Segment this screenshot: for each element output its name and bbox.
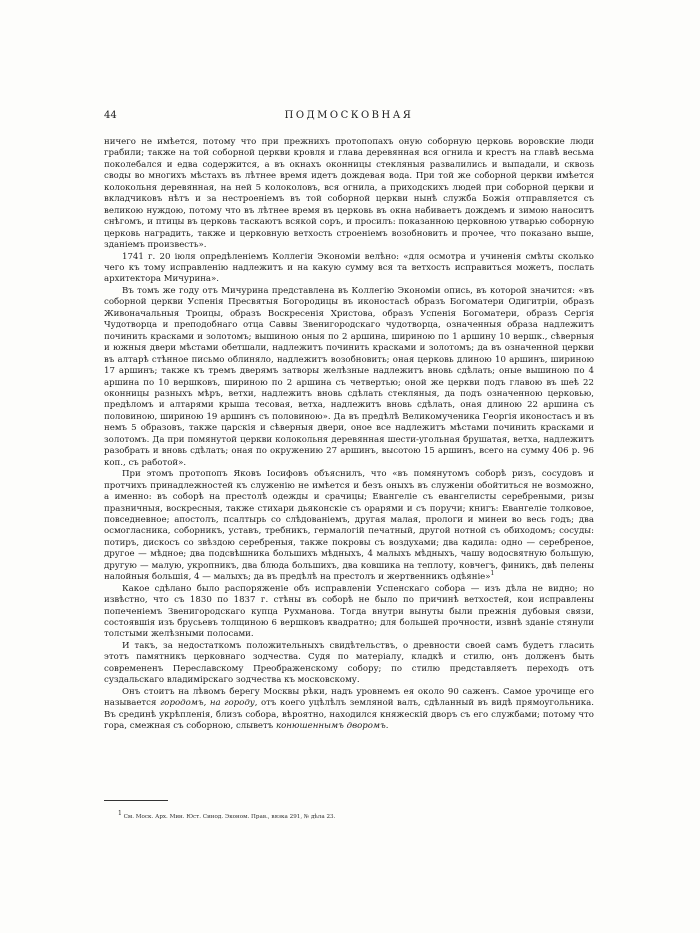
- paragraph: Какое сдѣлано было распоряженіе объ исправленіи Успенскаго собора — изъ дѣла не видно; но извѣстно, что съ 1830 по 1837 г. стѣны въ соборѣ не было по причинѣ ветхостей, кои исправлены попеченіемъ Звенигородскаго купца Рухманова. Тогда внутри вынуты были прежнія дубовыя связи, состоявшія изъ брусьевъ толщиною 6 вершковъ квадратно; для большей прочности, извнѣ зданіе стянули толстыми желѣзными полосами.: [104, 583, 594, 640]
- footnote-divider: [104, 800, 168, 801]
- page-number: 44: [104, 110, 117, 121]
- paragraph: ничего не имѣется, потому что при прежнихъ протопопахъ оную соборную церковь воровские люди грабили; также на той соборной церкви кровля и глава деревянная вся огнила и крестъ на главѣ весьма поколебался и едва содержится, а въ окнахъ оконницы стекляныя развалились и выпадали, и сквозь своды во многихъ мѣстахъ въ лѣтнее время идетъ дождевая вода. При той же соборной церкви имѣется колокольня деревянная, на ней 5 колоколовъ, вся огнила, а приходскихъ людей при соборной церкви и вкладчиковъ нѣтъ и за нестроеніемъ въ той соборной церкви нынѣ служба Божія отправляется съ великою нуждою, потому что въ лѣтнее время въ церковь въ окна набиваетъ дождемъ и зимою наноситъ снѣгомъ, и птицы въ церковь таскаютъ всякой соръ, и просилъ: показанною церковною утварью соборную церковь наградить, также и церковную ветхость строеніемъ возобновить и прочее, что показано выше, зданіемъ произвесть».: [104, 137, 594, 251]
- paragraph: [104, 469, 594, 584]
- footnote: [118, 810, 598, 821]
- paragraph-text: При этомъ протопопъ Яковъ Іосифовъ объяснилъ, что «въ помянутомъ соборѣ ризъ, сосудовъ и протчихъ принадлежностей къ служенію не имѣется и безъ оныхъ въ служеніи обойтиться не возможно, а именно: въ соборѣ на престолѣ одежды и срачицы; Евангеліе съ евангелисты серебреными, ризы празничныя, воскресныя, также стихари дьяконскіе съ орарями и съ поручи; книгъ: Евангеліе толковое, повседневное; апостолъ, псалтырь со слѣдованіемъ, другая малая, прологи и минеи во весь годъ; два осмогласника, соборникъ, уставъ, требникъ, гермалогій печатный, другой нотной съ обиходомъ; сосуды: потиръ, дискосъ со звѣздою серебреныя, также покровы съ воздухами; два кадила: одно — серебреное, другое — мѣдное; два подсвѣшника большихъ мѣдныхъ, 4 малыхъ мѣдныхъ, чашу водосвятную большую, другую — малую, укропникъ, два блюда большихъ, два ковшика на теплоту, ковчегъ, финикъ, двѣ пелены налойныя большія, 4 — малыхъ; да въ предѣлѣ на престолъ и жертвенникъ одѣяніе»: [104, 469, 594, 583]
- page-header: [104, 110, 594, 124]
- page-body: [104, 137, 594, 733]
- paragraph-text: .: [385, 721, 389, 732]
- footnote-mark: 1: [118, 810, 122, 818]
- paragraph: И такъ, за недостаткомъ положительныхъ свидѣтельствъ, о древности своей самъ будетъ гласить этотъ памятникъ церковнаго зодчества. Судя по матеріалу, кладкѣ и стилю, онъ долженъ быть современенъ Переславскому Преображенскому собору; по стилю представляетъ переходъ отъ суздальскаго владимірскаго зодчества къ московскому.: [104, 640, 594, 686]
- paragraph: Въ томъ же году отъ Мичурина представлена въ Коллегію Экономіи опись, въ которой значится: «въ соборной церкви Успенія Пресвятыя Богородицы въ иконостасѣ образъ Богоматери Одигитріи, образъ Живоначальныя Троицы, образъ Воскресенія Христова, образъ Успенія Богоматери, образъ Сергія Чудотворца и преподобнаго отца Саввы Звенигородскаго чудотворца, означенныя образа надлежитъ починить красками и золотомъ; вышиною оныя по 2 аршина, шириною по 1 аршину 10 вершк., сѣверныя и южныя двери мѣстами обетшали, надлежитъ починить красками и золотомъ; да въ означенной церкви въ алтарѣ стѣнное письмо облиняло, надлежитъ возобновить; оная церковь длиною 10 аршинъ, шириною 17 аршинъ; также къ тремъ дверямъ затворы желѣзные надлежитъ вновь сдѣлать; оные вышиною по 4 аршина по 10 вершковъ, шириною по 2 аршина съ четвертью; оной же церкви подъ главою въ шеѣ 22 оконницы разныхъ мѣръ, ветхи, надлежитъ вновь сдѣлать стекляныя, да подъ означенною церковью, предѣломъ и алтарями крыша тесовая, ветха, надлежитъ вновь сдѣлать, оная длиною 22 аршина съ половиною, шириною 19 аршинъ съ половиною». Да въ предѣлѣ Великомученика Георгія иконостасъ и въ немъ 5 образовъ, также царскія и сѣверныя двери, оное все надлежитъ мѣстами починить красками и золотомъ. Да при помянутой церкви колокольня деревянная шести-угольная брушатая, ветха, надлежитъ разобрать и вновь сдѣлать; оная по окружению 27 аршинъ, высотою 15 аршинъ, всего на сумму 406 р. 96 коп., съ работой».: [104, 285, 594, 468]
- paragraph: [104, 687, 594, 733]
- italic-term: городомъ, на городу: [159, 698, 255, 709]
- paragraph-text: Онъ стоитъ на лѣвомъ берегу Москвы рѣки, надъ уровнемъ ея около 90 саженъ. Самое урочище его называется: [104, 686, 594, 709]
- paragraph-text: , отъ коего уцѣлѣлъ земляной валъ, сдѣланный въ видѣ прямоугольника. Въ срединѣ укрѣпленія, близъ собора, вѣроятно, находился княжескій дворъ съ его службами; потому что гора, смежная съ соборною, слыветъ: [104, 698, 594, 732]
- italic-term: конюшеннымъ дворомъ: [275, 721, 386, 732]
- footnote-reference[interactable]: 1: [490, 570, 495, 578]
- paragraph: 1741 г. 20 іюля опредѣленіемъ Коллегіи Экономіи велѣно: «для осмотра и учиненія смѣты сколько чего къ тому исправленію надлежитъ и на какую сумму вся та ветхость исправиться можетъ, послать архитектора Мичурина».: [104, 251, 594, 285]
- running-title: ПОДМОСКОВНАЯ: [284, 110, 414, 121]
- footnote-text: См. Моск. Арх. Мин. Юст. Синод. Эконом. Прав., вязка 291, № дѣла 23.: [123, 814, 336, 820]
